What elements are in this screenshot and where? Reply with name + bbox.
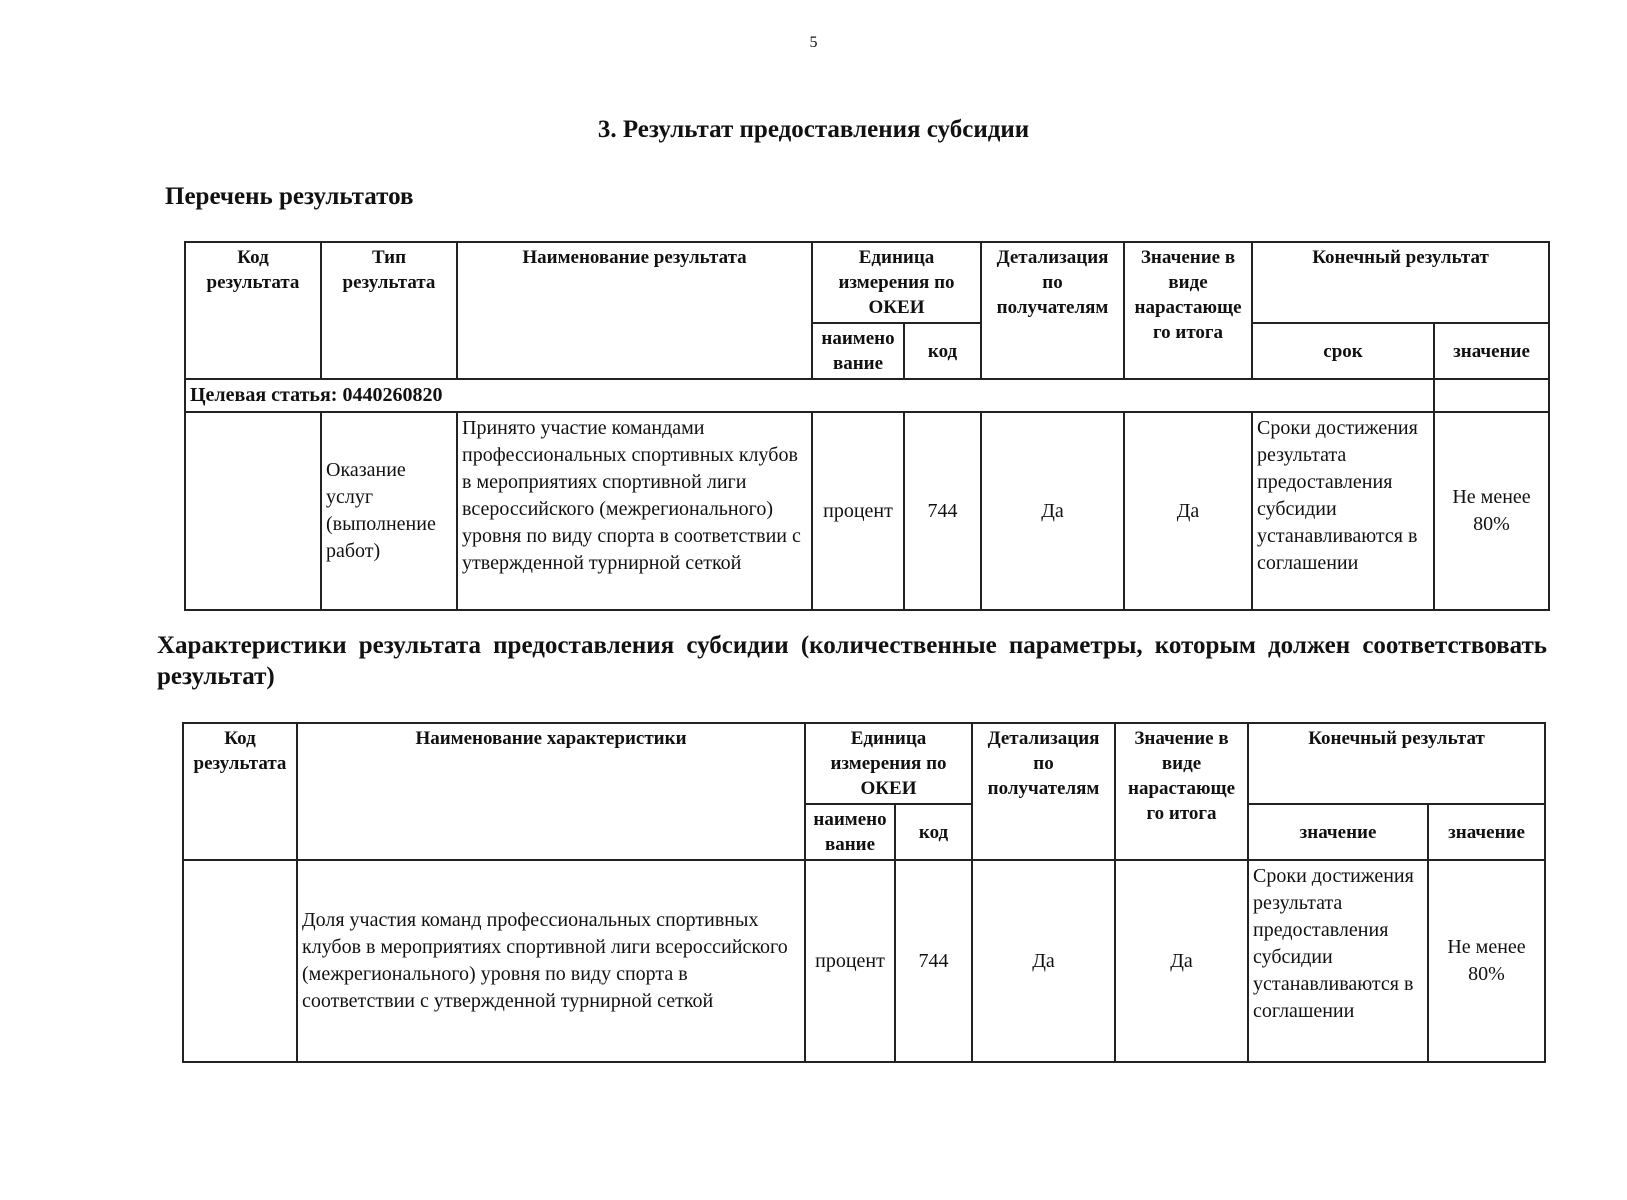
results-list-title: Перечень результатов [165,183,414,210]
char-header-code: Код результата [183,723,297,860]
header-detail: Детализация по получателям [981,242,1124,379]
header-unit-name: наимено вание [812,323,904,379]
char-header-final-value-2: значение [1428,804,1545,860]
char-header-unit: Единица измерения по ОКЕИ [805,723,972,804]
header-cumulative: Значение в виде нарастающе го итога [1124,242,1252,379]
char-term-cell: Сроки достижения результата предоставления субсидии устанавливаются в соглашении [1248,860,1428,1062]
section-title: 3. Результат предоставления субсидии [597,116,1030,143]
header-unit: Единица измерения по ОКЕИ [812,242,981,323]
characteristics-table [182,722,1546,1063]
char-header-detail: Детализация по получателям [972,723,1115,860]
char-cumulative-cell: Да [1115,860,1248,1062]
char-header-final: Конечный результат [1248,723,1545,804]
char-unit-name-cell: процент [805,860,895,1062]
result-value-cell: Не менее 80% [1434,412,1549,610]
result-type-cell: Оказание услуг (выполнение работ) [321,412,457,610]
char-unit-code-cell: 744 [895,860,972,1062]
header-final: Конечный результат [1252,242,1549,323]
target-article-label: Целевая статья: 0440260820 [185,379,1434,412]
char-header-final-value-1: значение [1248,804,1428,860]
result-unit-code-cell: 744 [904,412,981,610]
header-final-value: значение [1434,323,1549,379]
char-code-cell [183,860,297,1062]
target-article-empty [1434,379,1549,412]
char-header-cumulative: Значение в виде нарастающе го итога [1115,723,1248,860]
result-detail-cell: Да [981,412,1124,610]
header-type: Тип результата [321,242,457,379]
header-final-term: срок [1252,323,1434,379]
characteristics-title: Характеристики результата предоставления субсидии (количественные параметры, которым должен соответствовать результат) [157,632,1547,690]
header-code: Код результата [185,242,321,379]
results-table [184,241,1550,611]
result-term-cell: Сроки достижения результата предоставления субсидии устанавливаются в соглашении [1252,412,1434,610]
char-header-unit-name: наимено вание [805,804,895,860]
header-unit-code: код [904,323,981,379]
header-name: Наименование результата [457,242,812,379]
char-header-unit-code: код [895,804,972,860]
char-header-name: Наименование характеристики [297,723,805,860]
char-detail-cell: Да [972,860,1115,1062]
result-unit-name-cell: процент [812,412,904,610]
result-name-cell: Принято участие командами профессиональных спортивных клубов в мероприятиях спортивной лиги всероссийского (межрегионального) уровня по виду спорта в соответствии с утвержденной турнирной сеткой [457,412,812,610]
result-code-cell [185,412,321,610]
char-name-cell: Доля участия команд профессиональных спортивных клубов в мероприятиях спортивной лиги всероссийского (межрегионального) уровня по виду спорта в соответствии с утвержденной турнирной сеткой [297,860,805,1062]
char-value-cell: Не менее 80% [1428,860,1545,1062]
page-number: 5 [809,34,818,51]
result-cumulative-cell: Да [1124,412,1252,610]
